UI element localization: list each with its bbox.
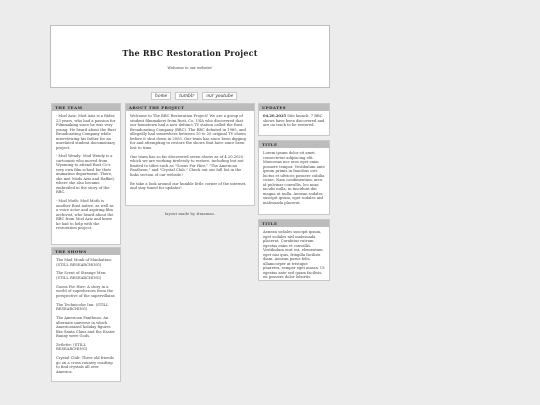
- team-member-wendy: - Mod Wendy: Mod Wendy is a cartoonist who moved from Wyoming to attend Rust Co's very own film school for their animation department. There, she met Mods Aziz and Raffael, where she also became embroiled in the story of the RBC.: [56, 154, 115, 195]
- nav-home-link[interactable]: home: [151, 92, 171, 100]
- nav-tumblr-link[interactable]: tumblr: [175, 92, 198, 100]
- title-panel-2: [258, 219, 330, 281]
- team-panel-body: [52, 111, 120, 238]
- update-date: 04.20.2025: [263, 114, 287, 118]
- about-paragraph: Welcome to The RBC Restoration Project! We are a group of student filmmakers from Rust, Co, USA who discovered that our hometown had a now defunct TV station called the Rust Broadcasting Company (RBC). The RBC debuted in 1965, and allegedly had somewhere between 10 to 20 original TV shows before it shut down in 2003. Our team has since been digging for and attempting to restore the shows that have since been lost to time.: [130, 114, 246, 150]
- shows-panel-title: THE SHOWS: [52, 248, 120, 255]
- about-paragraph: Our team has so far discovered seven shows as of 4.20.2025 which we are working tirelessly to restore, including but not limited to titles such as "Goons For Hire," "The American Pantheon," and "Crystal Club." Check out our full list in the links section of our website!: [130, 154, 244, 177]
- layout-credit: layout made by #mamao.: [164, 211, 216, 216]
- updates-panel-body: [259, 111, 329, 131]
- nav-bar: [151, 92, 237, 100]
- show-item: The Mad Monk of Manhattan: (STILL RESEARCHING): [56, 258, 112, 267]
- updates-panel-title: UPDATES: [259, 104, 329, 111]
- title-panel-2-body: Aenean sodales suscipit ipsum, eget sodales nisl malesuada placerat. Curabitur rutrum egestas enim et convallis. Vestibulum erat est, elementum eget nisi quis, fringilla facilisis diam. Aenean purus felis, ullamcorper at tristique pharetra, semper eget massa. Ut egestas ante sed quam facilisis, eu posuere dolor lobortis.: [263, 230, 325, 279]
- title-panel-1: [258, 140, 330, 215]
- show-item: Crystal Club: Three old friends go on a cross country roadtrip to find crystals all over America.: [56, 356, 114, 374]
- team-member-moth: - Mod Moth: Mod Moth is another Rust native, as well as a voice actor and aspiring film archivist, who heard about the RBC from Mod Aziz and knew he had to help with the restoration project.: [56, 199, 114, 231]
- updates-panel: [258, 103, 330, 136]
- team-panel: [51, 103, 121, 245]
- title-panel-2-title: TITLE: [259, 220, 329, 227]
- show-item: The Scent of Strange Men: (STILL RESEARCHING): [56, 271, 107, 280]
- show-item: Goons For Hire: A story in a world of superheroes from the perspective of the supervillains: [56, 284, 115, 298]
- team-panel-title: THE TEAM: [52, 104, 120, 111]
- title-panel-1-body: Lorem ipsum dolor sit amet, consectetur adipiscing elit. Maecenas nec eros eget enim posuere tempor. Vestibulum ante ipsum primis in faucibus orci luctus et ultrices posuere cubilia curae; Nam condimentum, arcu id pulvinar convallis, leo nunc iaculis nulla, in tincidunt dui magna ut nulla. Aenean sodales suscipit ipsum, eget sodales nisl malesuada placerat.: [263, 151, 325, 205]
- title-panel-1-title: TITLE: [259, 141, 329, 148]
- about-panel: [125, 103, 255, 206]
- about-panel-body: [126, 111, 254, 198]
- show-item: The American Pantheon: An alternate universe in which Americanized holiday figures like Santa Claus and the Easter Bunny were Gods.: [56, 316, 116, 339]
- about-panel-title: ABOUT THE PROJECT: [126, 104, 254, 111]
- show-item: The Technicolor Inn: (STILL RESEARCHING): [56, 302, 109, 312]
- about-paragraph: Be take a look around our humble little corner of the internet, and stay tuned for updates!: [130, 181, 247, 190]
- shows-panel: [51, 247, 121, 382]
- update-text: Site launch. 7 RBC shows have been discovered and are on track to be restored.: [263, 114, 325, 127]
- site-header: [50, 25, 330, 88]
- nav-youtube-link[interactable]: our youtube: [202, 92, 237, 100]
- site-title: The RBC Restoration Project: [122, 48, 258, 58]
- shows-panel-body: [52, 255, 120, 382]
- site-subtitle: Welcome to our website!: [167, 66, 213, 70]
- team-member-aziz: - Mod Aziz: Mod Aziz is a Rider, 23 years, who had a passion for Filmmaking since he was very young. He heard about the Rust Broadcasting Company while interviewing his father for an unrelated student documentary project.: [56, 114, 116, 150]
- show-item: Zetlette: (STILL RESEARCHING): [56, 342, 88, 352]
